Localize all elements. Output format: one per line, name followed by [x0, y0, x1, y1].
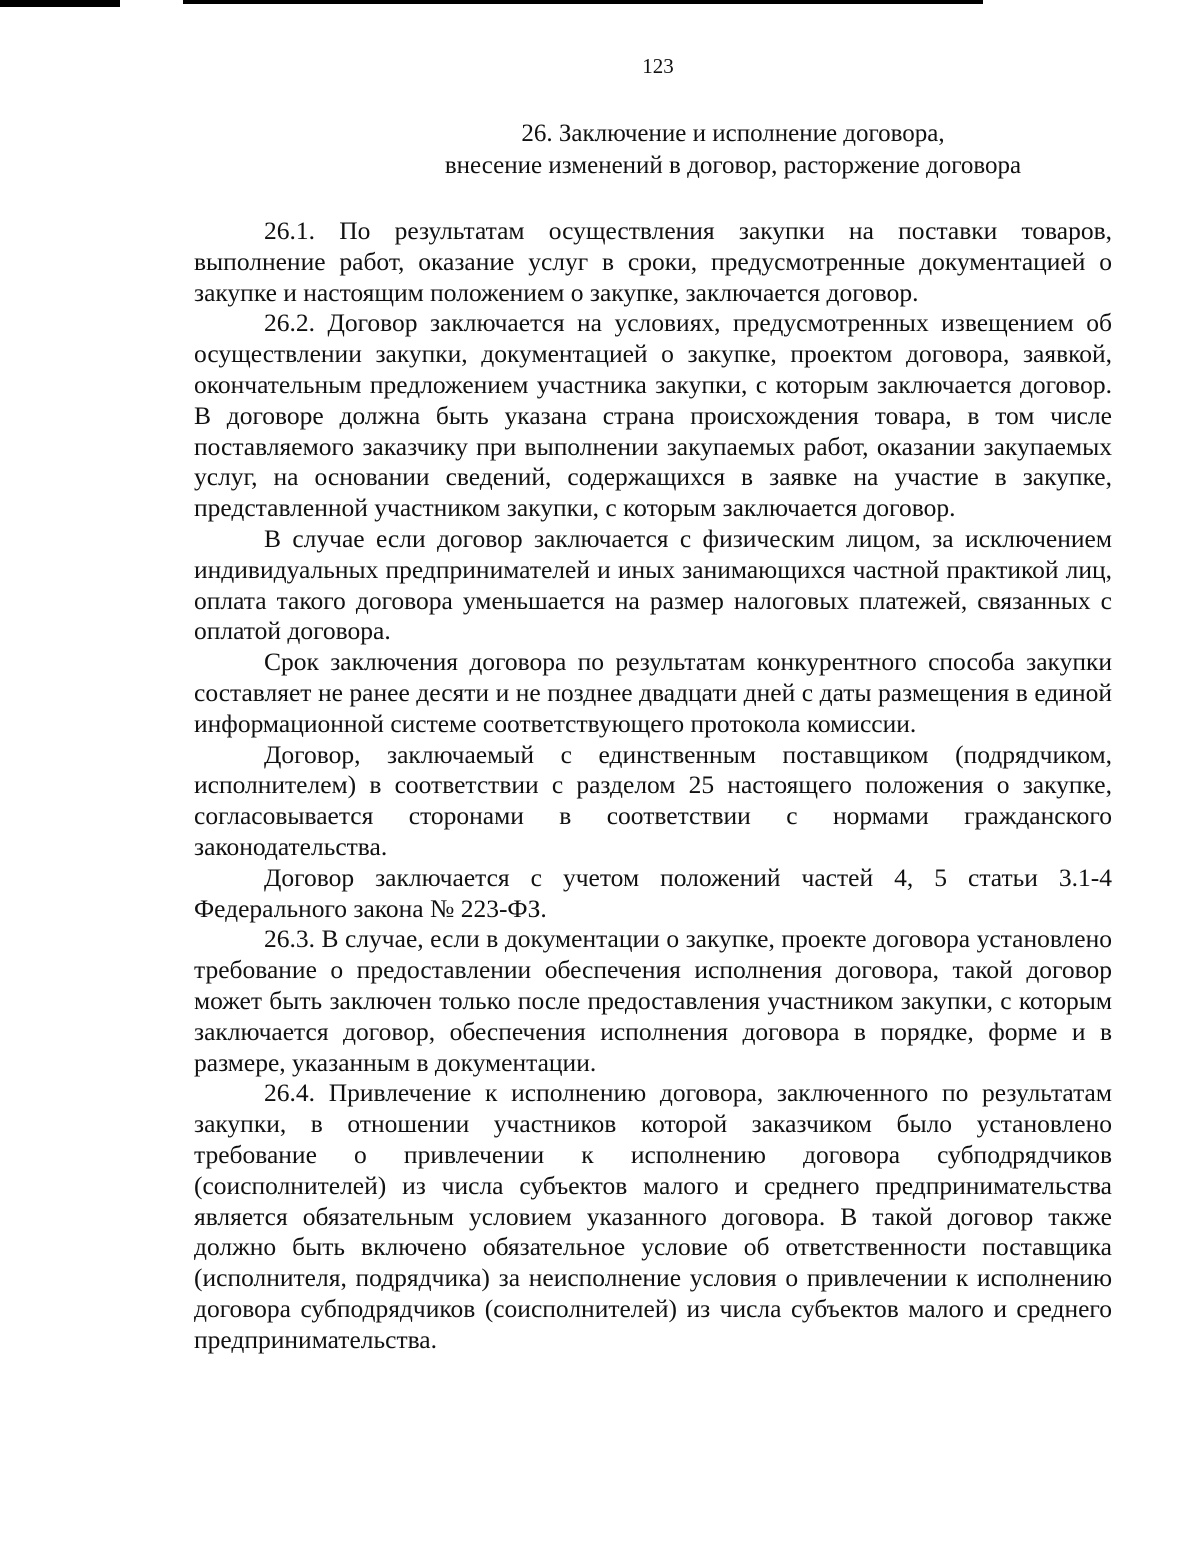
scan-edge-mark-top [183, 0, 983, 4]
document-body [194, 216, 1112, 1355]
paragraph-26-4: 26.4. Привлечение к исполнению договора, заключенного по результатам закупки, в отношении участников которой заказчиком было установлено требование о привлечении к исполнению договора субподрядчиков (соисполнителей) из числа субъектов малого и среднего предпринимательства является обязательным условием указанного договора. В такой договор также должно быть включено обязательное условие об ответственности поставщика (исполнителя, подрядчика) за неисполнение условия о привлечении к исполнению договора субподрядчиков (соисполнителей) из числа субъектов малого и среднего предпринимательства. [194, 1078, 1112, 1354]
paragraph-single-supplier: Договор, заключаемый с единственным поставщиком (подрядчиком, исполнителем) в соответствии с разделом 25 настоящего положения о закупке, согласовывается сторонами в соответствии с нормами гражданского законодательства. [194, 739, 1112, 861]
section-title-line-2: внесение изменений в договор, расторжение договора [444, 152, 1022, 179]
paragraph-federal-law: Договор заключается с учетом положений частей 4, 5 статьи 3.1-4 Федерального закона № 223-ФЗ. [194, 862, 1112, 923]
paragraph-26-2: 26.2. Договор заключается на условиях, предусмотренных извещением об осуществлении закупки, документацией о закупке, проектом договора, заявкой, окончательным предложением участника закупки, с которым заключается договор. В договоре должна быть указана страна происхождения товара, в том числе поставляемого заказчику при выполнении закупаемых работ, оказании закупаемых услуг, на основании сведений, содержащихся в заявке на участие в закупке, представленной участником закупки, с которым заключается договор. [194, 308, 1112, 523]
paragraph-individual-payment: В случае если договор заключается с физическим лицом, за исключением индивидуальных предпринимателей и иных занимающихся частной практикой лиц, оплата такого договора уменьшается на размер налоговых платежей, связанных с оплатой договора. [194, 523, 1112, 646]
section-title-line-1: 26. Заключение и исполнение договора, [521, 120, 945, 147]
paragraph-26-1: 26.1. По результатам осуществления закупки на поставки товаров, выполнение работ, оказание услуг в сроки, предусмотренные документацией о закупке и настоящим положением о закупке, заключается договор. [194, 216, 1112, 307]
scan-edge-mark-left [0, 0, 120, 7]
paragraph-26-3: 26.3. В случае, если в документации о закупке, проекте договора установлено требование о предоставлении обеспечения исполнения договора, такой договор может быть заключен только после предоставления участником закупки, с которым заключается договор, обеспечения исполнения договора в порядке, форме и в размере, указанным в документации. [194, 924, 1112, 1077]
page-number: 123 [642, 54, 674, 78]
paragraph-contract-term: Срок заключения договора по результатам конкурентного способа закупки составляет не ранее десяти и не позднее двадцати дней с даты размещения в единой информационной системе соответствующего протокола комиссии. [194, 647, 1112, 738]
section-heading [274, 118, 1192, 182]
